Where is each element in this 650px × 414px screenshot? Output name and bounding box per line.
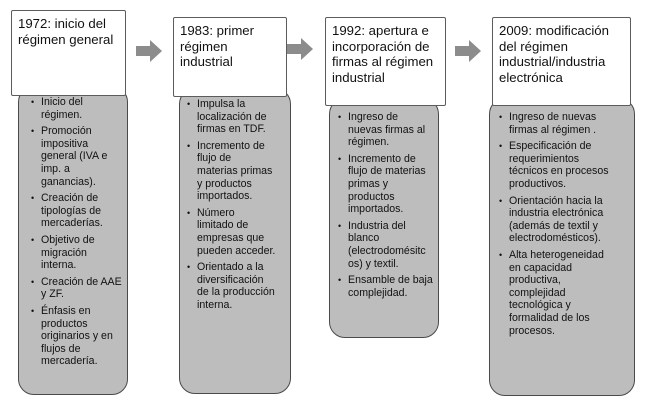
bullet-text-line: régimen. (41, 108, 83, 121)
stage-heading (173, 17, 287, 97)
stage-heading-line: industrial (332, 69, 385, 85)
bullet-icon: • (338, 153, 342, 164)
bullet-icon: • (31, 234, 35, 245)
bullet-text (348, 111, 435, 149)
bullet-text-line: Inicio del (41, 96, 83, 108)
stage-details-box (18, 86, 128, 395)
bullet-icon: • (499, 112, 503, 122)
bullet-text-line: firmas al régimen . (509, 123, 597, 136)
bullet-text-line: (electrodomésitc (348, 244, 426, 257)
bullet-text-line: productos (41, 317, 88, 330)
stage-heading-line: incorporación de (332, 38, 430, 54)
bullet-text (197, 207, 286, 257)
bullet-text-line: Énfasis en (41, 304, 91, 317)
bullet-text-line: electrodomésticos). (509, 232, 601, 245)
bullet-text-line: industria electrónica (509, 207, 604, 220)
bullet-icon: • (31, 97, 35, 107)
bullet-text-line: formalidad de los (509, 311, 590, 324)
bullet-text-line: Ensamble de baja (348, 274, 433, 287)
bullet-item (29, 125, 123, 188)
bullet-text (41, 276, 123, 301)
bullet-text-line: firmas en TDF. (197, 123, 266, 136)
bullet-text-line: impositiva (41, 137, 89, 150)
bullet-text (348, 153, 435, 216)
stage-heading (11, 10, 126, 96)
stage-heading-line: 1992: apertura e (332, 23, 429, 38)
bullet-text-line: localización de (197, 110, 267, 123)
stage-bullet-list (29, 96, 123, 368)
bullet-icon: • (31, 193, 35, 204)
bullet-text-line: Orientación hacia la (509, 194, 603, 207)
bullet-text-line: limitado de (197, 219, 249, 232)
bullet-text (197, 98, 286, 136)
bullet-text-line: migración interna. (41, 246, 87, 272)
bullet-item (497, 249, 631, 337)
bullet-text-line: Incremento de (348, 152, 416, 165)
bullet-text (509, 249, 631, 337)
bullet-icon: • (338, 112, 342, 122)
bullet-text-line: Objetivo de (41, 233, 95, 246)
bullet-text-line: Creación de (41, 192, 99, 205)
bullet-text-line: importados. (348, 203, 404, 216)
bullet-item (336, 153, 435, 216)
bullet-icon: • (499, 195, 503, 206)
bullet-item (29, 305, 123, 368)
bullet-text-line: Orientado a la (197, 261, 264, 274)
bullet-text (197, 140, 286, 203)
stage-details-box (329, 98, 439, 338)
bullet-text (41, 192, 123, 230)
bullet-text-line: de la producción (197, 286, 275, 299)
bullet-icon: • (338, 220, 342, 231)
bullet-text-line: tipologías de (41, 204, 102, 217)
bullet-item (497, 195, 631, 245)
bullet-text-line: diversificación (197, 273, 264, 286)
bullet-text-line: complejidad. (348, 286, 408, 299)
bullet-item (29, 192, 123, 230)
bullet-text-line: primas y (348, 177, 389, 190)
bullet-icon: • (338, 275, 342, 286)
bullet-text (197, 261, 286, 311)
bullet-icon: • (187, 140, 191, 151)
bullet-text-line: Especificación de (509, 140, 592, 153)
bullet-text-line: originarios y en (41, 330, 113, 343)
bullet-text-line: mercaderías. (41, 217, 103, 230)
bullet-text-line: empresas que (197, 231, 265, 244)
right-arrow-icon (136, 40, 162, 62)
bullet-text-line: tecnológica y (509, 299, 571, 312)
stage-heading-line: 1983: primer (180, 23, 255, 38)
bullet-text-line: blanco (348, 232, 380, 245)
stage-heading-line: industrial/industria (499, 54, 606, 69)
stage-heading-line: régimen (180, 38, 228, 54)
bullet-icon: • (31, 276, 35, 287)
stage-heading-line: 1972: inicio del (18, 16, 106, 31)
bullet-text-line: nuevas firmas al (348, 123, 426, 136)
bullet-text (348, 274, 435, 299)
bullet-text-line: Ingreso de nuevas (509, 111, 597, 123)
bullet-icon: • (187, 99, 191, 109)
bullet-item (29, 96, 123, 121)
bullet-item (336, 220, 435, 270)
bullet-text-line: (además de textil y (509, 219, 598, 232)
bullet-text (509, 195, 631, 245)
bullet-item (497, 140, 631, 190)
bullet-text-line: régimen. (348, 136, 390, 149)
bullet-text-line: importados. (197, 190, 253, 203)
bullet-item (185, 207, 286, 257)
bullet-text-line: y ZF. (41, 288, 64, 301)
bullet-text-line: flujo de materias (348, 165, 426, 178)
bullet-text-line: procesos. (509, 324, 555, 337)
bullet-icon: • (187, 207, 191, 218)
bullet-item (29, 234, 123, 272)
bullet-text-line: productiva, (509, 274, 561, 287)
bullet-text-line: requerimientos (509, 152, 580, 165)
bullet-icon: • (499, 141, 503, 152)
bullet-text-line: Creación de AAE (41, 275, 122, 288)
stage-bullet-list (185, 98, 286, 312)
bullet-text (41, 125, 123, 188)
stage-heading-line: 2009: modificación (499, 23, 609, 38)
bullet-text (41, 96, 123, 121)
right-arrow-icon (455, 40, 481, 62)
bullet-text-line: Promoción (41, 125, 92, 138)
bullet-text-line: mercadería. (41, 355, 98, 368)
bullet-text-line: y productos (197, 177, 252, 190)
bullet-text-line: flujo de (197, 152, 232, 165)
bullet-text (509, 111, 631, 136)
bullet-text (41, 234, 123, 272)
stage-details-box (179, 88, 291, 394)
bullet-item (497, 111, 631, 136)
bullet-item (185, 98, 286, 136)
bullet-text-line: materias primas (197, 164, 273, 177)
bullet-item (29, 276, 123, 301)
stage-heading-line: firmas al régimen (332, 54, 434, 69)
stage-bullet-list (336, 111, 435, 299)
stage-bullet-list (497, 111, 631, 337)
bullet-text-line: Número (197, 206, 235, 219)
bullet-icon: • (499, 249, 503, 260)
right-arrow-icon (287, 38, 313, 60)
bullet-text-line: imp. a ganancias). (41, 162, 96, 188)
bullet-text-line: técnicos en procesos (509, 165, 609, 178)
bullet-text-line: Ingreso de (348, 111, 399, 123)
bullet-icon: • (187, 262, 191, 273)
bullet-text-line: complejidad (509, 286, 566, 299)
bullet-text-line: general (IVA e (41, 150, 108, 163)
bullet-text-line: en capacidad (509, 261, 573, 274)
bullet-text-line: Alta heterogeneidad (509, 248, 604, 261)
stage-heading-line: industrial (180, 54, 233, 69)
bullet-text-line: pueden acceder. (197, 244, 276, 257)
bullet-text-line: os) y textil. (348, 257, 399, 270)
bullet-text (348, 220, 435, 270)
bullet-icon: • (31, 126, 35, 137)
bullet-item (336, 111, 435, 149)
stage-details-box (489, 98, 635, 396)
stage-heading-line: del régimen (499, 38, 568, 54)
stage-heading (325, 17, 446, 106)
bullet-text-line: productivos. (509, 177, 567, 190)
bullet-icon: • (31, 305, 35, 316)
bullet-text-line: interna. (197, 298, 233, 311)
bullet-item (336, 274, 435, 299)
stage-heading-line: electrónica (499, 69, 563, 85)
bullet-text-line: Industria del (348, 219, 406, 232)
bullet-text-line: flujos de (41, 342, 81, 355)
stage-heading (492, 17, 631, 106)
bullet-text-line: Impulsa la (197, 98, 246, 110)
bullet-item (185, 261, 286, 311)
bullet-text-line: Incremento de (197, 139, 265, 152)
bullet-text (509, 140, 631, 190)
bullet-text (41, 305, 123, 368)
bullet-text-line: productos (348, 190, 395, 203)
stage-heading-line: régimen general (18, 31, 114, 47)
bullet-item (185, 140, 286, 203)
